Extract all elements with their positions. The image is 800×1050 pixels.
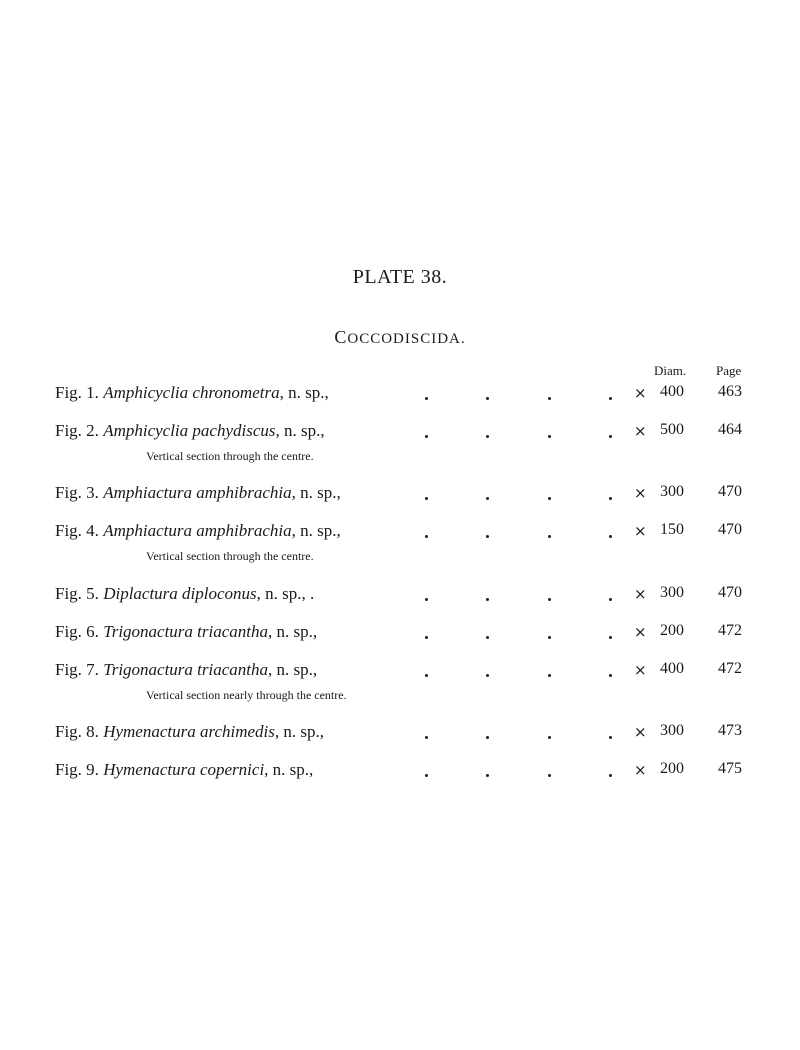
leader-dot xyxy=(486,774,489,777)
leader-dot xyxy=(486,497,489,500)
leader-dot xyxy=(609,736,612,739)
figure-caption xyxy=(55,483,341,503)
figure-caption xyxy=(55,521,341,541)
magnification-sign: × xyxy=(634,384,647,402)
magnification-value: 300 xyxy=(660,722,684,739)
leader-dot xyxy=(425,636,428,639)
leader-dot xyxy=(425,435,428,438)
figure-number: Fig. 6. xyxy=(55,622,99,641)
magnification-sign: × xyxy=(634,761,647,779)
figure-number: Fig. 1. xyxy=(55,383,99,402)
figure-caption xyxy=(55,660,317,680)
figure-entry xyxy=(0,421,800,461)
species-name: Diplactura diploconus xyxy=(103,584,257,603)
species-suffix: , n. sp., xyxy=(268,660,318,679)
plate-title: PLATE 38. xyxy=(352,266,448,288)
page-number: 464 xyxy=(718,421,742,438)
figure-note: Vertical section through the centre. xyxy=(146,549,314,563)
leader-dot xyxy=(425,497,428,500)
figure-entry xyxy=(0,622,800,662)
leader-dot xyxy=(548,736,551,739)
magnification-value: 150 xyxy=(660,521,684,538)
leader-dot xyxy=(609,397,612,400)
species-suffix: , n. sp., . xyxy=(256,584,315,603)
figure-caption xyxy=(55,622,317,642)
figure-entry xyxy=(0,660,800,700)
magnification-value: 400 xyxy=(660,383,684,400)
leader-dot xyxy=(425,774,428,777)
figure-entry xyxy=(0,584,800,624)
leader-dot xyxy=(486,736,489,739)
figure-caption xyxy=(55,383,329,403)
species-suffix: , n. sp., xyxy=(291,521,341,540)
species-name: Trigonactura triacantha xyxy=(103,660,269,679)
species-name: Amphicyclia chronometra xyxy=(103,383,280,402)
figure-number: Fig. 2. xyxy=(55,421,99,440)
species-suffix: , n. sp., xyxy=(291,483,341,502)
magnification-sign: × xyxy=(634,484,647,502)
page-number: 475 xyxy=(718,760,742,777)
leader-dot xyxy=(609,636,612,639)
figure-number: Fig. 8. xyxy=(55,722,99,741)
leader-dot xyxy=(425,736,428,739)
figure-note: Vertical section nearly through the centre. xyxy=(146,688,347,702)
species-suffix: , n. sp., xyxy=(274,722,325,741)
figure-entry xyxy=(0,722,800,762)
magnification-value: 500 xyxy=(660,421,684,438)
magnification-sign: × xyxy=(634,522,647,540)
family-initial: C xyxy=(334,327,348,347)
figure-entry xyxy=(0,383,800,423)
leader-dot xyxy=(548,497,551,500)
leader-dot xyxy=(425,535,428,538)
figure-caption xyxy=(55,722,324,742)
column-header-diam: Diam. xyxy=(654,363,687,378)
leader-dot xyxy=(548,636,551,639)
species-suffix: , n. sp., xyxy=(279,383,329,402)
figure-number: Fig. 9. xyxy=(55,760,99,779)
page-number: 473 xyxy=(718,722,742,739)
leader-dot xyxy=(425,397,428,400)
page-number: 463 xyxy=(718,383,742,400)
figure-entry xyxy=(0,760,800,800)
leader-dot xyxy=(486,435,489,438)
leader-dot xyxy=(548,674,551,677)
family-heading xyxy=(0,327,800,348)
magnification-value: 200 xyxy=(660,622,684,639)
leader-dot xyxy=(486,636,489,639)
species-name: Amphiactura amphibrachia xyxy=(103,521,292,540)
page-number: 470 xyxy=(718,584,742,601)
page-number: 470 xyxy=(718,483,742,500)
figure-number: Fig. 5. xyxy=(55,584,99,603)
species-name: Hymenactura archimedis xyxy=(103,722,275,741)
leader-dot xyxy=(609,774,612,777)
species-name: Amphicyclia pachydiscus xyxy=(103,421,276,440)
leader-dot xyxy=(548,774,551,777)
leader-dot xyxy=(609,497,612,500)
magnification-sign: × xyxy=(634,661,647,679)
column-header-page: Page xyxy=(716,363,742,378)
page-number: 472 xyxy=(718,622,742,639)
leader-dot xyxy=(425,674,428,677)
figure-number: Fig. 4. xyxy=(55,521,99,540)
leader-dot xyxy=(548,535,551,538)
magnification-value: 300 xyxy=(660,584,684,601)
leader-dot xyxy=(425,598,428,601)
magnification-sign: × xyxy=(634,723,647,741)
figure-entry xyxy=(0,521,800,561)
leader-dot xyxy=(609,435,612,438)
species-suffix: , n. sp., xyxy=(275,421,325,440)
page-number: 470 xyxy=(718,521,742,538)
leader-dot xyxy=(486,674,489,677)
figure-number: Fig. 7. xyxy=(55,660,99,679)
leader-dot xyxy=(548,598,551,601)
magnification-sign: × xyxy=(634,422,647,440)
leader-dot xyxy=(548,435,551,438)
species-suffix: , n. sp., xyxy=(268,622,318,641)
figure-caption xyxy=(55,584,314,604)
magnification-value: 400 xyxy=(660,660,684,677)
figure-caption xyxy=(55,760,313,780)
species-suffix: , n. sp., xyxy=(264,760,314,779)
species-name: Amphiactura amphibrachia xyxy=(103,483,292,502)
species-name: Trigonactura triacantha xyxy=(103,622,269,641)
leader-dot xyxy=(486,397,489,400)
leader-dot xyxy=(609,674,612,677)
figure-number: Fig. 3. xyxy=(55,483,99,502)
figure-note: Vertical section through the centre. xyxy=(146,449,314,463)
figure-entry xyxy=(0,483,800,523)
figure-caption xyxy=(55,421,325,441)
leader-dot xyxy=(609,598,612,601)
magnification-value: 200 xyxy=(660,760,684,777)
leader-dot xyxy=(609,535,612,538)
leader-dot xyxy=(486,535,489,538)
species-name: Hymenactura copernici xyxy=(103,760,265,779)
magnification-value: 300 xyxy=(660,483,684,500)
page-number: 472 xyxy=(718,660,742,677)
leader-dot xyxy=(548,397,551,400)
magnification-sign: × xyxy=(634,585,647,603)
leader-dot xyxy=(486,598,489,601)
magnification-sign: × xyxy=(634,623,647,641)
family-rest: OCCODISCIDA. xyxy=(347,331,466,347)
